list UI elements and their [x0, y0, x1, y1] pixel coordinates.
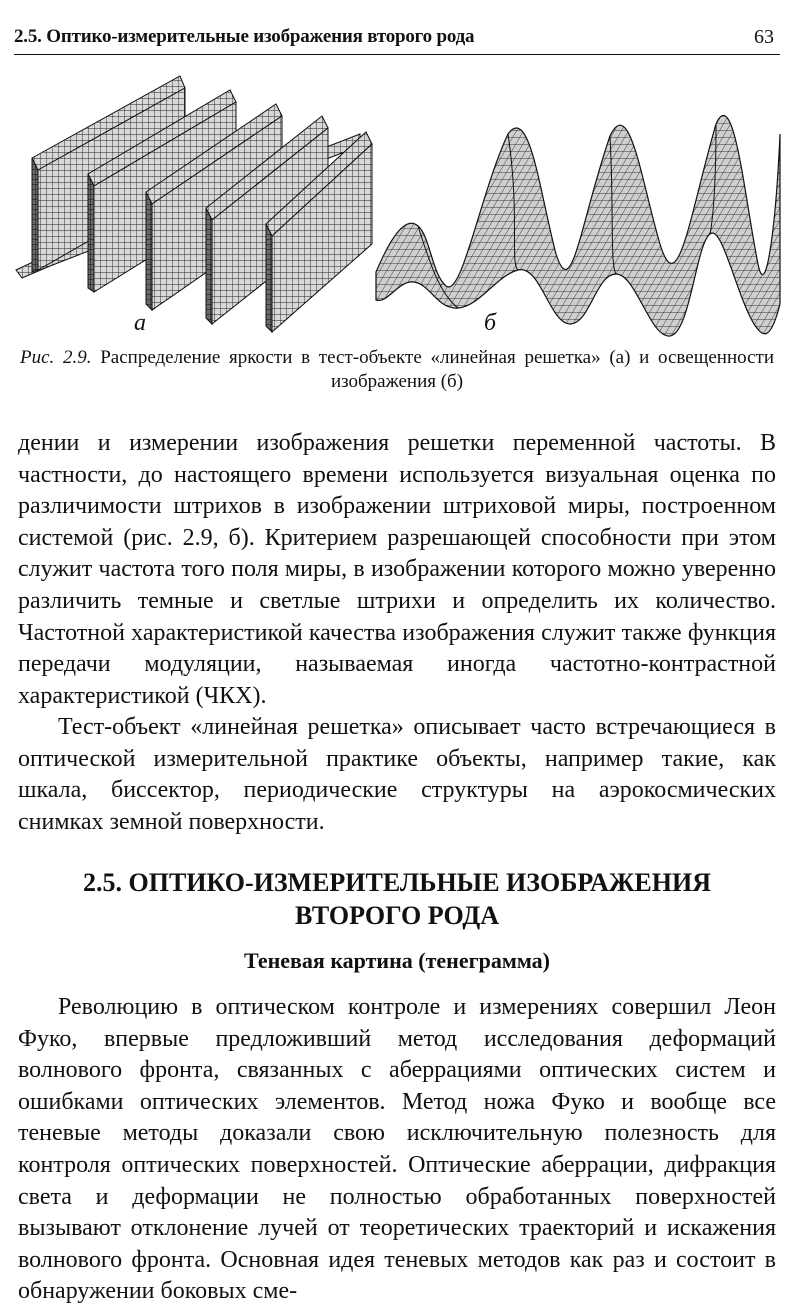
panel-a-label: а — [134, 310, 146, 336]
grating-bars-illustration — [16, 76, 372, 332]
caption-lead: Рис. 2.9. — [20, 347, 92, 368]
page-number: 63 — [754, 26, 774, 48]
figure-2-9 — [10, 74, 784, 344]
figure-illustration — [10, 74, 784, 344]
caption-text: Распределение яркости в тест-объекте «линейная решетка» (а) и освещенности изображения (б) — [91, 347, 774, 392]
figure-caption — [20, 346, 774, 394]
paragraph-1: дении и измерении изображения решетки переменной частоты. В частности, до настоящего времени используется визуальная оценка по различимости штрихов в изображении штриховой миры, построенном системой (рис. 2.9, б). Критерием разрешающей способности при этом служит частота того поля миры, в изображении которого можно уверенно различить темные и светлые штрихи и определить их количество. Частотной характеристикой качества изображения служит также функция передачи модуляции, называемая иногда частотно-контрастной характеристикой (ЧКХ). — [18, 430, 776, 709]
subheading: Теневая картина (тенеграмма) — [244, 948, 550, 973]
paragraph-2: Тест-объект «линейная решетка» описывает часто встречающиеся в оптической измерительной практике объекты, например такие, как шкала, биссектор, периодические структуры на аэрокосмических снимках земной поверхности. — [18, 714, 776, 835]
panel-b-label: б — [484, 310, 497, 336]
paragraph-3: Революцию в оптическом контроле и измерениях совершил Леон Фуко, впервые предложивший метод исследования деформаций волнового фронта, связанных с аберрациями оптических систем и ошибками оптических элементов. Метод ножа Фуко и вообще все теневые методы доказали свою исключительную полезность для контроля оптических поверхностей. Оптические аберрации, дифракция света и деформации не полностью обработанных поверхностей вызывают отклонение лучей от теоретических траекторий и искажения волнового фронта. Основная идея теневых методов как раз и состоит в обнаружении боковых сме- — [18, 994, 776, 1305]
section-heading: 2.5. ОПТИКО-ИЗМЕРИТЕЛЬНЫЕ ИЗОБРАЖЕНИЯ ВТОРОГО РОДА — [83, 868, 711, 930]
image-illumination-illustration — [376, 115, 780, 336]
running-head — [14, 22, 780, 55]
running-head-title: 2.5. Оптико-измерительные изображения второго рода — [14, 26, 475, 47]
